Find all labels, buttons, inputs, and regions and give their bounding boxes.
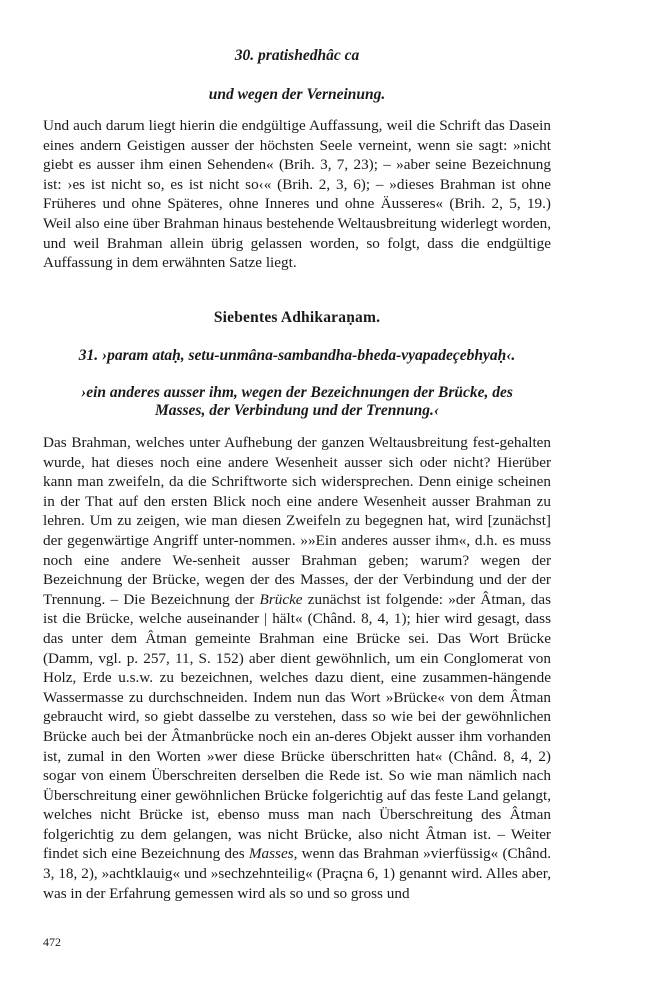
page-number: 472 — [43, 935, 61, 949]
sutra-31-title: 31. ›param ataḥ, setu-unmâna-sambandha-bheda-vyapadeçebhyaḥ‹. — [78, 347, 516, 364]
paragraph-2-part3: wenn das Brahman »vierfüssig« (Chând. 3, 18, 2), »achtklauig« und »sechzehnteilig« (Praçna 6, 1) genannt wird. Alles aber, was in der Erfahrung gemessen wird als so und so gross und — [43, 845, 552, 902]
section-heading: Siebentes Adhikaraṇam. — [213, 309, 381, 326]
paragraph-2-part1: Das Brahman, welches unter Aufhebung der ganzen Weltausbreitung fest-gehalten wurde, hat dieses noch eine andere Wesenheit ausser sich oder nicht? Hierüber kann man zweifeln, da die Schriftworte sich widersprechen. Denn einige scheinen in der That auf den ersten Blick noch eine andere Wesenheit ausser Brahman zu lehren. Um zu zeigen, wie man diesen Zweifeln zu begegnen hat, wird [zunächst] der gegenwärtige Angriff unter-nommen. »»Ein anderes ausser ihm«, d.h. es muss noch eine andere We-senheit ausser Brahman geben; warum? wegen der Bezeichnung der Brücke, wegen der des Masses, der der Verbindung und der der Trennung. – Die Bezeichnung der — [43, 434, 551, 608]
sutra-30-title: 30. pratishedhâc ca — [234, 47, 360, 64]
paragraph-2-part2: zunächst ist folgende: »der Âtman, das ist die Brücke, welche auseinander | hält« (Chând. 8, 4, 1); hier wird gesagt, dass das unter dem Âtman gemeinte Brahman eine Brücke sei. Das Wort Brücke (Damm, vgl. p. 257, 11, S. 152) aber dient gewöhnlich, um ein Conglomerat von Holz, Erde u.s.w. zu bezeichnen, welches dazu dient, eine zusammen-hängende Wassermasse zu durchschneiden. Indem nun das Wort »Brücke« von dem Âtman gebraucht wird, so giebt dasselbe zu verstehen, dass so wie bei der gewöhnlichen Brücke auch bei der Âtmanbrücke noch ein an-deres Objekt ausser ihm vorhanden ist, zumal in den Worten »wer diese Brücke überschritten hat« (Chând. 8, 4, 2) sogar von einem Überschreiten derselben die Rede ist. So wie man nämlich nach Überschreitung einer gewöhnlichen Brücke folgerichtig auf das feste Land gelangt, welches nicht Brücke ist, ebenso muss man nach Überschreitung des Âtman folgerichtig zu dem gelangen, was nicht Brücke, also nicht Âtman ist. – Weiter findet sich eine Bezeichnung des — [43, 590, 551, 863]
emphasis-masses: Masses, — [248, 845, 298, 863]
sutra-31-translation-line1: ›ein anderes ausser ihm, wegen der Bezeichnungen der Brücke, des — [81, 384, 513, 401]
paragraph-2 — [43, 433, 551, 903]
document-page — [43, 0, 551, 990]
emphasis-bruecke: Brücke — [259, 590, 303, 608]
paragraph-1: Und auch darum liegt hierin die endgültige Auffassung, weil die Schrift das Dasein eines andern Geistigen ausser der höchsten Seele verneint, wenn sie sagt: »nicht giebt es ausser ihm einen Sehenden« (Brih. 3, 7, 23); – »aber seine Bezeichnung ist: ›es ist nicht so, es ist nicht so‹« (Brih. 2, 3, 6); – »dieses Brahman ist ohne Früheres und ohne Späteres, ohne Inneres und ohne Äusseres« (Brih. 2, 5, 19.) Weil also eine über Brahman hinaus bestehende Weltausbreitung widerlegt worden, und weil Brahman allein übrig gelassen worden, so folgt, dass die endgültige Auffassung in dem erwähnten Satze liegt. — [43, 117, 551, 272]
sutra-30-translation: und wegen der Verneinung. — [208, 86, 386, 103]
sutra-31-translation — [43, 384, 551, 420]
sutra-31-translation-line2: Masses, der Verbindung und der Trennung.‹ — [154, 402, 440, 419]
